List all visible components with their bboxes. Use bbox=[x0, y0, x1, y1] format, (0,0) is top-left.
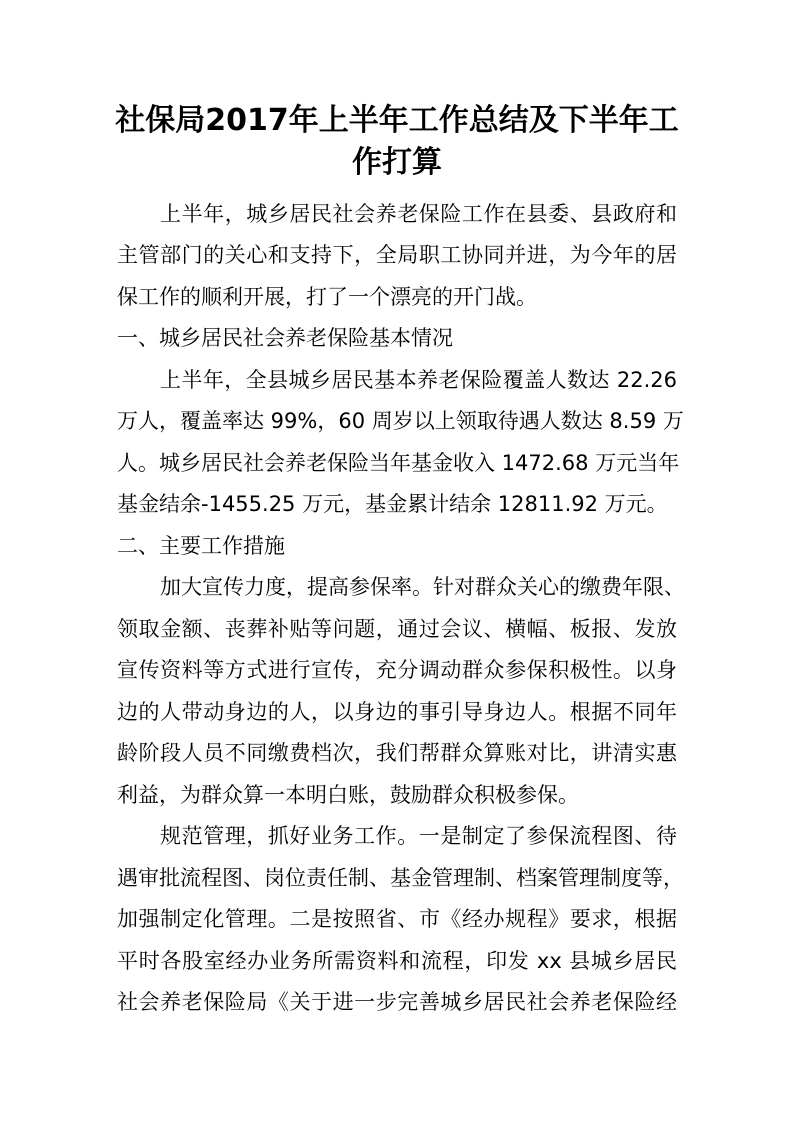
intro-paragraph-line-3: 保工作的顺利开展，打了一个漂亮的开门战。 bbox=[117, 285, 537, 309]
section1-paragraph-line-2: 万人，覆盖率达 99%，60 周岁以上领取待遇人数达 8.59 万 bbox=[117, 409, 684, 433]
publicity-paragraph-line-3: 宣传资料等方式进行宣传，充分调动群众参保积极性。以身 bbox=[117, 658, 677, 682]
publicity-paragraph-line-5: 龄阶段人员不同缴费档次，我们帮群众算账对比，讲清实惠 bbox=[117, 741, 677, 765]
publicity-paragraph-line-2: 领取金额、丧葬补贴等问题，通过会议、横幅、板报、发放 bbox=[117, 617, 677, 641]
intro-paragraph-line-2: 主管部门的关心和支持下，全局职工协同并进，为今年的居 bbox=[117, 243, 677, 267]
management-paragraph-line-1: 规范管理，抓好业务工作。一是制定了参保流程图、待 bbox=[160, 824, 677, 848]
document-title-line-1: 社保局2017年上半年工作总结及下半年工 bbox=[115, 103, 679, 138]
management-paragraph-line-3: 加强制定化管理。二是按照省、市《经办规程》要求，根据 bbox=[117, 907, 677, 931]
management-paragraph-line-4: 平时各股室经办业务所需资料和流程，印发 xx 县城乡居民 bbox=[117, 949, 677, 973]
intro-paragraph-line-1: 上半年，城乡居民社会养老保险工作在县委、县政府和 bbox=[160, 202, 677, 226]
section1-paragraph-line-4: 基金结余-1455.25 万元，基金累计结余 12811.92 万元。 bbox=[117, 492, 668, 516]
document-title-line-2: 作打算 bbox=[352, 145, 442, 180]
publicity-paragraph-line-1: 加大宣传力度，提高参保率。针对群众关心的缴费年限、 bbox=[160, 575, 685, 599]
publicity-paragraph-line-4: 边的人带动身边的人，以身边的事引导身边人。根据不同年 bbox=[117, 700, 677, 724]
section1-paragraph-line-3: 人。城乡居民社会养老保险当年基金收入 1472.68 万元当年 bbox=[117, 451, 680, 475]
section-heading-2: 二、主要工作措施 bbox=[117, 534, 285, 558]
management-paragraph-line-5: 社会养老保险局《关于进一步完善城乡居民社会养老保险经 bbox=[117, 990, 677, 1014]
section1-paragraph-line-1: 上半年，全县城乡居民基本养老保险覆盖人数达 22.26 bbox=[160, 368, 677, 392]
management-paragraph-line-2: 遇审批流程图、岗位责任制、基金管理制、档案管理制度等， bbox=[117, 866, 684, 890]
section-heading-1: 一、城乡居民社会养老保险基本情况 bbox=[117, 326, 453, 350]
publicity-paragraph-line-6: 利益，为群众算一本明白账，鼓励群众积极参保。 bbox=[117, 783, 579, 807]
